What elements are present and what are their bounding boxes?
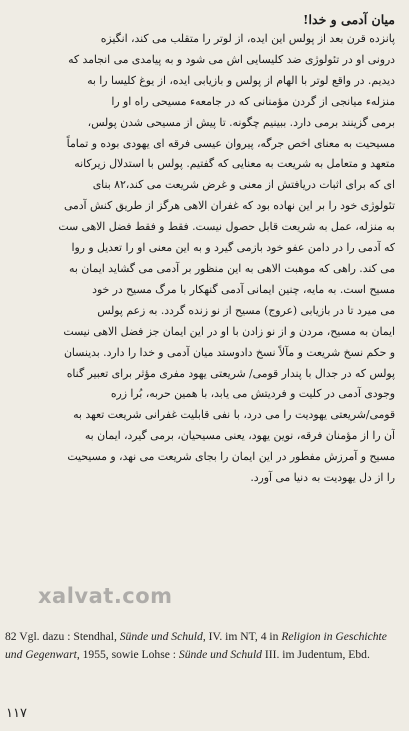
footnote-title: Religion in Geschichte und Gegenwart	[5, 630, 387, 661]
footnote-title: Sünde und Schuld	[119, 630, 203, 643]
text-line: مسیح و آمرزش مفطور در این ایمان را بجای شریعت می نهد، و مسیحیت	[67, 450, 395, 464]
text-line: می کند. راهی که موهبت الاهی به این منظور بر آدمی می گشاید ایمان به	[69, 261, 395, 275]
text-line: و حکم نسخ شریعت و مآلاً نسخ دادوستد میان آدمی و خدا را دارد. بدینسان	[63, 345, 395, 359]
text-line: ای که برای اثبات دریافتش از معنی و غرض شریعت می کند،۸۲ بنای	[92, 178, 395, 192]
text-line: مسیح است. به مایه، چنین ایمانی آدمی گنهکار با مرگ مسیح در خود	[92, 282, 395, 296]
text-line: برمی گزینند برمی دارد. ببینیم چگونه. تا پیش از مسیحی شدن پولس،	[87, 115, 395, 129]
text-line: منزلهء میانجی از گردن مؤمنانی که در جامعهء مسیحی راه او را	[111, 94, 395, 108]
text-line: که آدمی را در دامن عفو خود بازمی گیرد و به این معنی او را تعدیل و روا	[71, 241, 395, 255]
footnote-text: III. im Judentum, Ebd.	[261, 647, 370, 661]
text-line: متعهد و متعامل به شریعت به معنایی که گفتیم. پولس با استدلال زیرکانه	[74, 157, 395, 171]
footnote-title: Sünde und Schuld	[178, 647, 262, 661]
text-line: پولس که در جدال با پندار قومی/ شریعتی یهود مفری مؤثر برای تعبیر گناه	[66, 366, 395, 380]
text-line: را از دل یهودیت به دنیا می آورد.	[250, 471, 395, 485]
text-line: تئولوژی خود را بر این نهاده بود که غفران الاهی هرگز از طریق کنش آدمی	[63, 199, 395, 213]
text-line: ایمان به مسیح، مردن و از نو زادن با او در این ایمان جز فضل الاهی نیست	[63, 324, 395, 338]
page-number: ۱۱۷	[6, 706, 27, 721]
text-line: درونی او در تئولوژی ضد کلیسایی اش می شود و به پیامدی می انجامد که	[68, 52, 395, 66]
watermark: xalvat.com	[38, 584, 173, 608]
footnote-text: , 1955, sowie Lohse :	[76, 647, 179, 661]
text-line: وجودی آدمی در کلیت و فردیتش می یابد، با همین حربه، بُرا زره	[110, 387, 395, 401]
section-heading: میان آدمی و خدا!	[303, 12, 395, 27]
text-line: می میرد تا در بازیابی (عروج) مسیح از نو زنده گردد. به زعم پولس	[97, 303, 395, 317]
text-line: مسیحیت به معنای اخص جرگه، پیروان عیسی فرقه ای یهودی بوده و تماماً	[66, 136, 395, 150]
footnote-text: , IV. im NT, 4 in	[202, 630, 282, 643]
text-line: دیدیم. در واقع لوتر با الهام از پولس و بازیابی ایده، از یوغ کلیسا را به	[87, 73, 395, 87]
text-line: قومی/شریعتی یهودیت را می درد، با نفی قابلیت غفرانی شریعت تعهد به	[73, 408, 395, 422]
body-paragraph	[12, 29, 395, 619]
footnote	[5, 628, 403, 663]
text-line: پانزده قرن بعد از پولس این ایده، از لوتر را متقلب می کند، انگیزه	[100, 32, 395, 45]
text-line: آن را از مؤمنان فرقه، نوین یهود، یعنی مسیحیان، برمی گیرد، ایمان به	[84, 429, 395, 443]
text-line: به منزله، عمل به شریعت قابل حصول نیست. فقط و فقط فضل الاهی ست	[58, 220, 395, 234]
footnote-text: 82 Vgl. dazu : Stendhal,	[5, 630, 120, 643]
